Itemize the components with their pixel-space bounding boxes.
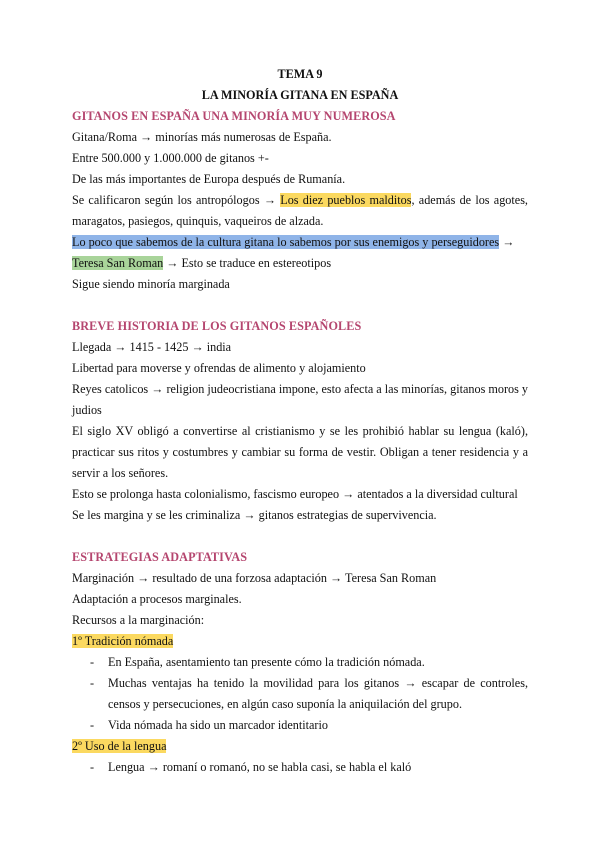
paragraph: Libertad para moverse y ofrendas de alimento y alojamiento [72,361,366,375]
paragraph: Reyes catolicos → religion judeocristiana impone, esto afecta a las minorías, gitanos moros y judios [72,382,528,417]
spacer [72,526,528,547]
paragraph: El siglo XV obligó a convertirse al cristianismo y se les prohibió hablar su lengua (kaló), practicar sus ritos y costumbres y cambiar su forma de vestir. Obligan a tener residencia y a servir a los señores. [72,424,528,480]
paragraph: Entre 500.000 y 1.000.000 de gitanos +- [72,151,269,165]
document-page [72,64,528,778]
subheading-tradicion-nomada [72,631,528,652]
paragraph: Adaptación a procesos marginales. [72,592,242,606]
highlight-blue: Lo poco que sabemos de la cultura gitana lo sabemos por sus enemigos y perseguidores [72,235,500,249]
text-run: → Esto se traduce en estereotipos [163,256,332,270]
list-uso-lengua [72,757,528,778]
paragraph: Marginación → resultado de una forzosa adaptación → Teresa San Roman [72,571,437,585]
paragraph: De las más importantes de Europa después de Rumanía. [72,172,346,186]
paragraph: Esto se prolonga hasta colonialismo, fascismo europeo → atentados a la diversidad cultural [72,487,518,501]
highlight-yellow: 2º Uso de la lengua [72,739,167,753]
text-run: Se calificaron según los antropólogos → [72,193,281,207]
list-item: - Vida nómada ha sido un marcador identitario [72,715,528,736]
list-item: - En España, asentamiento tan presente cómo la tradición nómada. [72,652,528,673]
list-item: - Lengua → romaní o romanó, no se habla casi, se habla el kaló [72,757,528,778]
paragraph: Llegada → 1415 - 1425 → india [72,340,232,354]
section-heading-historia: BREVE HISTORIA DE LOS GITANOS ESPAÑOLES [72,319,362,333]
section-heading-estrategias: ESTRATEGIAS ADAPTATIVAS [72,550,248,564]
paragraph: Se les margina y se les criminaliza → gitanos estrategias de supervivencia. [72,508,437,522]
highlight-green: Teresa San Roman [72,256,164,270]
highlight-yellow: 1º Tradición nómada [72,634,174,648]
text-run: → [499,235,515,249]
document-subtitle: LA MINORÍA GITANA EN ESPAÑA [201,88,399,102]
paragraph-cultura-gitana [72,232,528,253]
paragraph-pueblos-malditos [72,190,528,232]
paragraph: Gitana/Roma → minorías más numerosas de España. [72,130,332,144]
list-tradicion-nomada [72,652,528,736]
document-title: TEMA 9 [277,67,323,81]
section-heading-gitanos: GITANOS EN ESPAÑA UNA MINORÍA MUY NUMEROSA [72,109,396,123]
paragraph: Sigue siendo minoría marginada [72,277,230,291]
spacer [72,295,528,316]
list-item: - Muchas ventajas ha tenido la movilidad para los gitanos → escapar de controles, censos y persecuciones, en algún caso suponía la aniquilación del grupo. [72,673,528,715]
highlight-yellow: Los diez pueblos malditos [280,193,412,207]
paragraph-teresa [72,253,528,274]
subheading-uso-lengua [72,736,528,757]
text-run: , además de los agotes, maragatos, pasiegos, quinquis, vaqueiros de alzada. [72,193,528,228]
paragraph: Recursos a la marginación: [72,613,205,627]
